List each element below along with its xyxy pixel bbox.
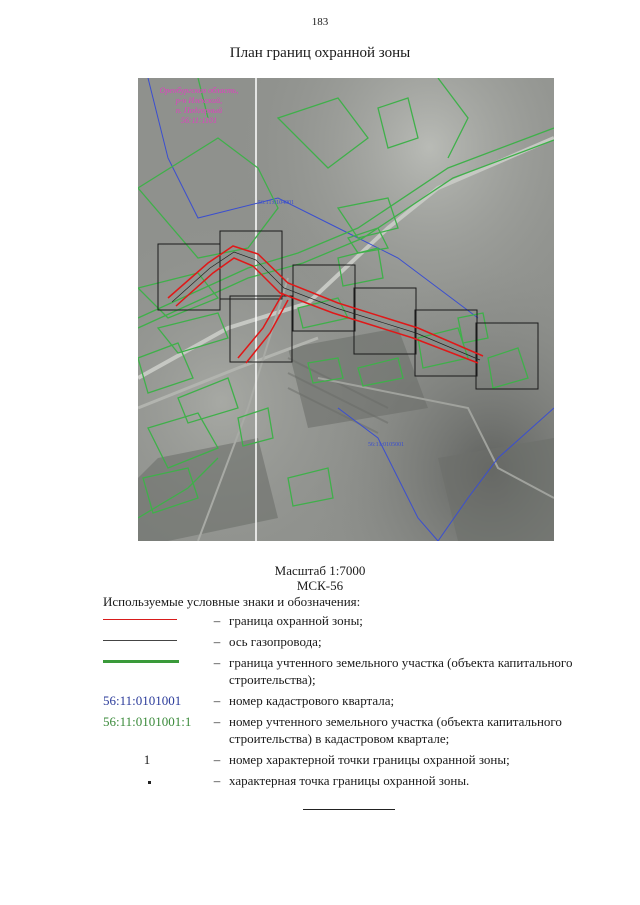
- map-region-label: Оренбургская область, р-н Илекский, п. Подгорный 56:11:1101: [159, 86, 239, 125]
- red-line-symbol: [103, 612, 203, 629]
- quarter-label-bottom: 56:11:0105001: [368, 442, 405, 448]
- legend: [103, 612, 583, 793]
- legend-item-parcel-boundary: – граница учтенного земельного участка (объекта капитального строительства);: [103, 654, 583, 688]
- page-number: 183: [311, 16, 329, 28]
- scale-block: [0, 563, 640, 593]
- legend-item-protection-boundary: – граница охранной зоны;: [103, 612, 583, 629]
- quarter-number-symbol: 56:11:0101001: [103, 693, 182, 708]
- legend-item-point-number: 1 – номер характерной точки границы охранной зоны;: [103, 751, 583, 768]
- parcel-number-symbol: 56:11:0101001:1: [103, 714, 192, 729]
- black-line-symbol: [103, 633, 203, 650]
- legend-heading: Используемые условные знаки и обозначения:: [103, 594, 361, 609]
- protection-zone-map: [138, 78, 554, 541]
- bottom-rule: [303, 809, 395, 810]
- legend-item-cadastral-quarter: 56:11:0101001 – номер кадастрового квартала;: [103, 693, 395, 708]
- point-symbol: [103, 772, 203, 789]
- point-number-symbol: 1: [143, 752, 151, 767]
- crs-text: МСК-56: [296, 578, 344, 593]
- legend-item-pipeline-axis: – ось газопровода;: [103, 633, 583, 650]
- legend-item-characteristic-point: – характерная точка границы охранной зоны.: [103, 772, 583, 789]
- scale-text: Масштаб 1:7000: [274, 563, 366, 578]
- green-line-symbol: [103, 654, 203, 671]
- page-title: План границ охранной зоны: [229, 45, 411, 61]
- quarter-label-top: 56:11:0104001: [258, 200, 295, 206]
- legend-item-parcel-number: 56:11:0101001:1 – номер учтенного земельного участка (объекта капитального строительства) в кадастровом квартале;: [103, 714, 562, 746]
- satellite-map-image: [138, 78, 554, 541]
